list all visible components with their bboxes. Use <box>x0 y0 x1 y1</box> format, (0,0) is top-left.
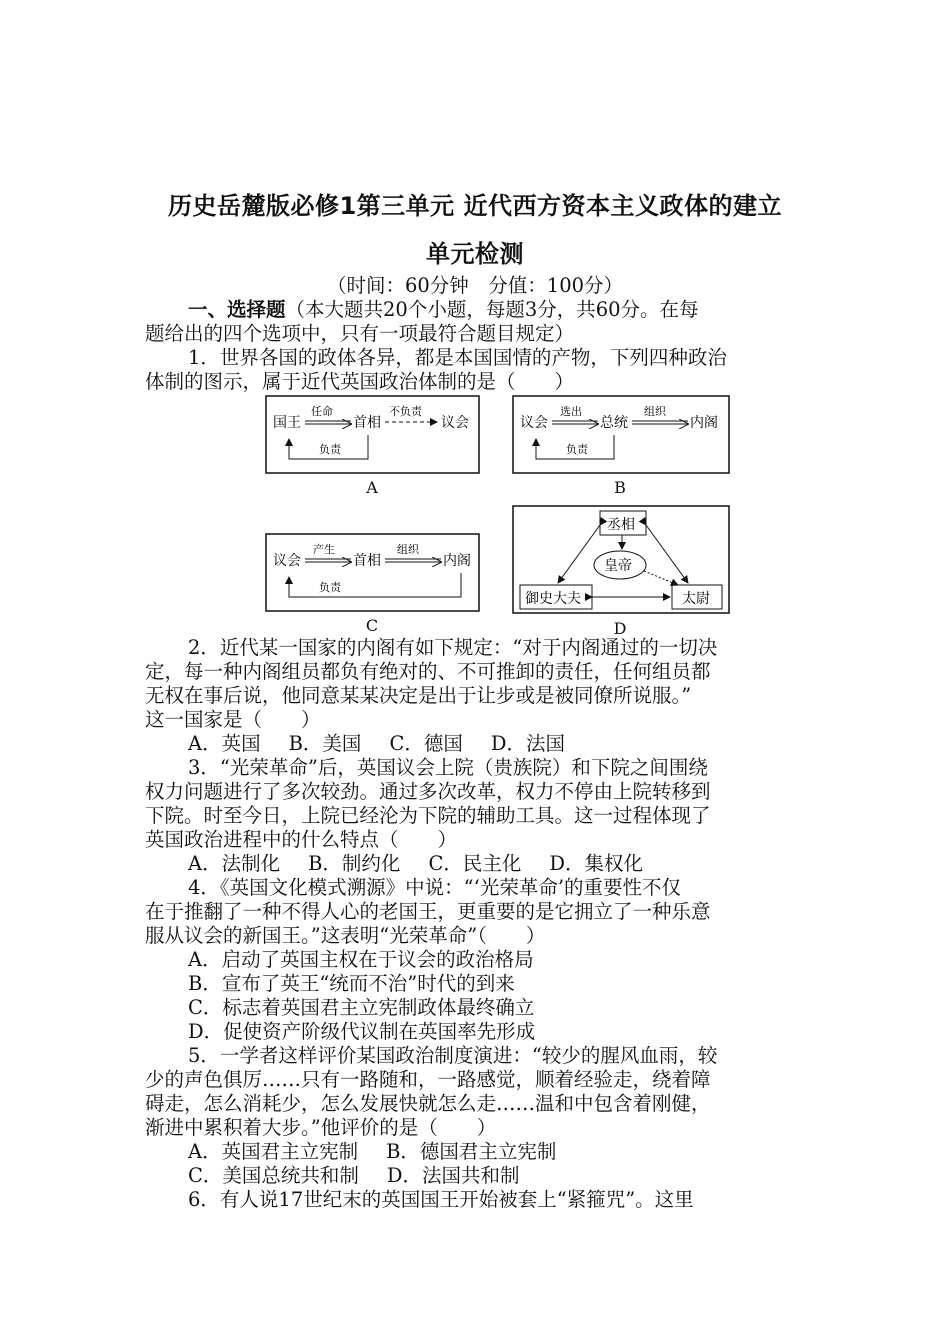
q3-options <box>188 852 810 876</box>
node-commandant: 太尉 <box>682 591 710 607</box>
q4-line: 在于推翻了一种不得人心的老国王，更重要的是它拥立了一种乐意 <box>145 900 711 923</box>
diagram-b <box>512 395 730 475</box>
q3-line: 权力问题进行了多次较劲。通过多次改革，权力不停由上院转移到 <box>145 780 711 803</box>
node-king: 国王 <box>273 415 301 431</box>
document-subtitle: 单元检测 <box>426 240 524 268</box>
q1-line: 体制的图示，属于近代英国政治体制的是（ ） <box>145 370 575 393</box>
option-b[interactable]: B．德国君主立宪制 <box>386 1140 557 1163</box>
section-heading: 一、选择题 <box>188 298 286 321</box>
diagram-a <box>265 395 480 475</box>
arrow-label-not-responsible: 不负责 <box>389 405 422 418</box>
q6-line: 6．有人说17世纪末的英国国王开始被套上“紧箍咒”。这里 <box>188 1188 694 1211</box>
diagram-label-a: A <box>366 478 378 497</box>
option-d[interactable]: D．法国共和制 <box>386 1164 520 1187</box>
q3-line: 下院。时至今日，上院已经沦为下院的辅助工具。这一过程体现了 <box>145 804 711 827</box>
option-a[interactable]: A．英国君主立宪制 <box>188 1140 359 1163</box>
diagram-d <box>512 505 730 615</box>
q3-line: 3．“光荣革命”后，英国议会上院（贵族院）和下院之间围绕 <box>188 756 708 779</box>
q5-options-row <box>188 1164 810 1188</box>
option-d[interactable]: D．促使资产阶级代议制在英国率先形成 <box>188 1020 536 1043</box>
q5-line: 少的声色俱厉……只有一路随和，一路感觉，顺着经验走，绕着障 <box>145 1068 711 1091</box>
q5-options-row <box>188 1140 810 1164</box>
node-censor: 御史大夫 <box>525 591 581 607</box>
arrow-label-responsible: 负责 <box>566 443 588 456</box>
q4-line: 4．《英国文化模式溯源》中说：“‘光荣革命’的重要性不仅 <box>188 876 682 899</box>
option-a[interactable]: A．法制化 <box>188 852 281 875</box>
node-parliament: 议会 <box>520 415 548 431</box>
q5-line: 5．一学者这样评价某国政治制度演进：“较少的腥风血雨，较 <box>188 1044 718 1067</box>
node-president: 总统 <box>600 415 628 431</box>
arrow-label-responsible: 负责 <box>319 443 341 456</box>
option-d[interactable]: D．法国 <box>490 732 565 755</box>
node-chancellor: 丞相 <box>607 517 635 533</box>
arrow-label-organize: 组织 <box>644 405 666 418</box>
q2-line: 2．近代某一国家的内阁有如下规定：“对于内阁通过的一切决 <box>188 636 718 659</box>
q1-line: 1．世界各国的政体各异，都是本国国情的产物，下列四种政治 <box>188 346 727 369</box>
q2-line: 定，每一种内阁组员都负有绝对的、不可推卸的责任，任何组员都 <box>145 660 711 683</box>
arrow-label-appoint: 任命 <box>311 405 333 418</box>
node-parliament: 议会 <box>273 553 301 569</box>
option-b[interactable]: B．宣布了英王“统而不治”时代的到来 <box>188 972 515 995</box>
option-c[interactable]: C．标志着英国君主立宪制政体最终确立 <box>188 996 535 1019</box>
q5-line: 碍走，怎么消耗少，怎么发展快就怎么走……温和中包含着刚健， <box>145 1092 711 1115</box>
q2-line: 这一国家是（ ） <box>145 708 321 731</box>
arrow-label-responsible: 负责 <box>319 581 341 594</box>
arrow-label-produce: 产生 <box>313 543 335 556</box>
option-c[interactable]: C．民主化 <box>428 852 522 875</box>
section-desc-cont: 题给出的四个选项中，只有一项最符合题目规定） <box>145 322 575 345</box>
diagram-label-b: B <box>614 478 626 497</box>
document-title: 历史岳麓版必修1第三单元 近代西方资本主义政体的建立 <box>167 192 783 220</box>
node-emperor: 皇帝 <box>604 558 632 574</box>
diagram-label-d: D <box>613 619 627 638</box>
q3-line: 英国政治进程中的什么特点（ ） <box>145 828 458 851</box>
diagram-c <box>265 533 480 613</box>
node-pm: 首相 <box>353 553 381 569</box>
section-desc: （本大题共20个小题，每题3分，共60分。在每 <box>285 298 699 321</box>
option-a[interactable]: A．英国 <box>188 732 261 755</box>
node-pm: 首相 <box>353 415 381 431</box>
node-cabinet: 内阁 <box>443 553 471 569</box>
option-b[interactable]: B．制约化 <box>308 852 401 875</box>
q2-line: 无权在事后说，他同意某某决定是出于让步或是被同僚所说服。” <box>145 684 692 707</box>
q4-line: 服从议会的新国王。”这表明“光荣革命”（ ） <box>145 924 546 947</box>
arrow-label-elect: 选出 <box>560 405 582 418</box>
option-a[interactable]: A．启动了英国主权在于议会的政治格局 <box>188 948 534 971</box>
arrow-label-organize: 组织 <box>397 543 419 556</box>
node-cabinet: 内阁 <box>690 415 718 431</box>
option-c[interactable]: C．德国 <box>389 732 463 755</box>
diagram-label-c: C <box>365 616 379 635</box>
node-parliament: 议会 <box>441 415 469 431</box>
time-info: （时间：60分钟 分值：100分） <box>326 274 624 297</box>
section-intro <box>188 298 810 322</box>
option-c[interactable]: C．美国总统共和制 <box>188 1164 359 1187</box>
q2-options <box>188 732 810 756</box>
option-b[interactable]: B．美国 <box>288 732 362 755</box>
option-d[interactable]: D．集权化 <box>549 852 643 875</box>
q5-line: 渐进中累积着大步。”他评价的是（ ） <box>145 1116 497 1139</box>
